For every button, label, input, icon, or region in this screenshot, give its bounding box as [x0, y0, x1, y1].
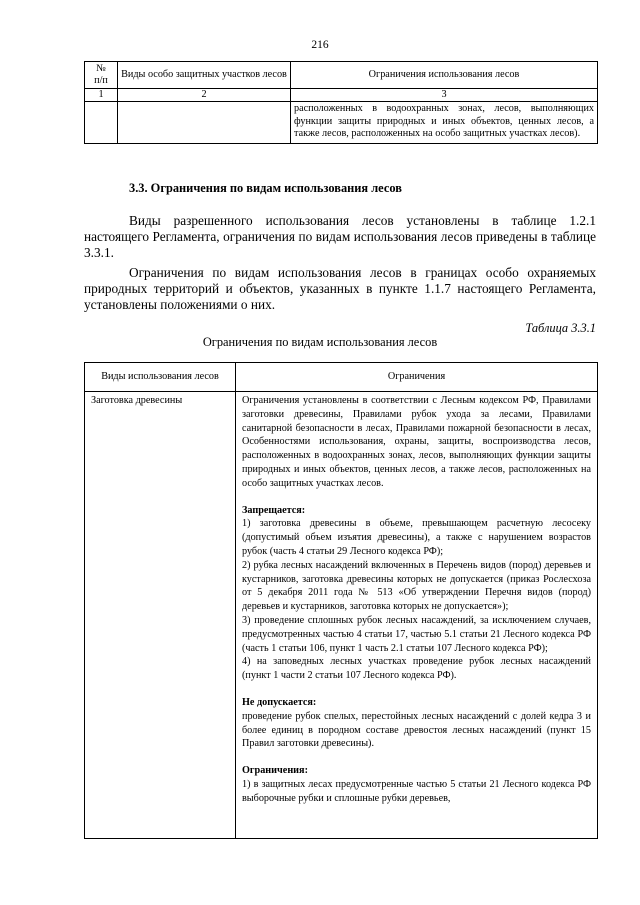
- header-usage-type: Виды использования лесов: [85, 363, 236, 392]
- table-row: [85, 392, 598, 839]
- not-allowed-text: проведение рубок спелых, перестойных лесных насаждений с долей кедра 3 и более единиц в породном составе древостоя лесных насаждений (пункт 15 Правил заготовки древесины).: [242, 710, 591, 750]
- intro-text: Ограничения установлены в соответствии с Лесным кодексом РФ, Правилами заготовки древесины, Правилами рубок ухода за лесами, Правилами санитарной безопасности в лесах, Правилами пожарной безопасности в лесах, Особенностями использования, охраны, защиты, воспроизводства лесов, расположенных в водоохранных зонах, лесов, выполняющих функции защиты природных и иных объектов, ценных лесов, а также лесов, расположенных на особо защитных участках лесов.: [242, 395, 591, 489]
- list-item: 2) рубка лесных насаждений включенных в Перечень видов (пород) деревьев и кустарников, заготовка древесины которых не допускается (приказ Рослесхоза от 5 декабря 2011 года № 513 «Об утверждении Перечня видов (пород) деревьев и кустарников, заготовка которых не допускается»);: [242, 559, 591, 613]
- paragraph-1-text: Виды разрешенного использования лесов установлены в таблице 1.2.1 настоящего Регламента, ограничения по видам использования лесов приведены в таблице 3.3.1.: [84, 213, 596, 261]
- paragraph-1: [84, 213, 596, 262]
- column-number-row: [85, 89, 598, 102]
- column-number-2: 2: [118, 89, 291, 102]
- page-number: 216: [311, 39, 329, 51]
- table-title: Ограничения по видам использования лесов: [202, 335, 438, 349]
- table-row: [85, 102, 598, 143]
- prohibited-heading: Запрещается:: [242, 504, 306, 516]
- list-item: 4) на заповедных лесных участках проведение рубок лесных насаждений (пункт 1 части 2 статьи 107 Лесного кодекса РФ).: [242, 656, 591, 682]
- header-restrictions: Ограничения использования лесов: [291, 62, 598, 89]
- restrictions-cell: [236, 392, 598, 839]
- table-label: Таблица 3.3.1: [525, 321, 596, 335]
- list-item: 1) заготовка древесины в объеме, превышающем расчетную лесосеку (допустимый объем изъятия древесины), а также с нарушением возрастов рубок (часть 4 статьи 29 Лесного кодекса РФ);: [242, 518, 591, 557]
- column-number-3: 3: [291, 89, 598, 102]
- row-cell-restrictions: расположенных в водоохранных зонах, лесов, выполняющих функции защиты природных и иных объектов, ценных лесов, а также лесов, расположенных на особо защитных участках лесов).: [291, 102, 598, 143]
- header-area-type: Виды особо защитных участков лесов: [118, 62, 291, 89]
- section-heading: 3.3. Ограничения по видам использования лесов: [129, 181, 402, 195]
- row-cell-number: [85, 102, 118, 143]
- restrictions-table: [84, 362, 598, 839]
- limits-heading: Ограничения:: [242, 765, 308, 777]
- header-restrictions: Ограничения: [236, 363, 598, 392]
- column-number-1: 1: [85, 89, 118, 102]
- table-header-row: [85, 363, 598, 392]
- row-cell-area-type: [118, 102, 291, 143]
- paragraph-2-text: Ограничения по видам использования лесов в границах особо охраняемых природных территорий и объектов, указанных в пункте 1.1.7 настоящего Регламента, установлены положениями о них.: [84, 265, 596, 313]
- list-item: 3) проведение сплошных рубок лесных насаждений, за исключением случаев, предусмотренных частью 4 статьи 17, частью 5.1 статьи 21 Лесного кодекса РФ (часть 1 статьи 106, пункт 1 часть 2.1 статьи 107 Лесного кодекса РФ);: [242, 614, 591, 654]
- limits-text: 1) в защитных лесах предусмотренные частью 5 статьи 21 Лесного кодекса РФ выборочные рубки и сплошные рубки деревьев,: [242, 778, 591, 804]
- table-header-row: [85, 62, 598, 89]
- header-number: № п/п: [85, 62, 118, 89]
- paragraph-2: [84, 265, 596, 314]
- not-allowed-heading: Не допускается:: [242, 696, 317, 708]
- row-label: Заготовка древесины: [85, 392, 236, 839]
- continuation-table: [84, 61, 598, 144]
